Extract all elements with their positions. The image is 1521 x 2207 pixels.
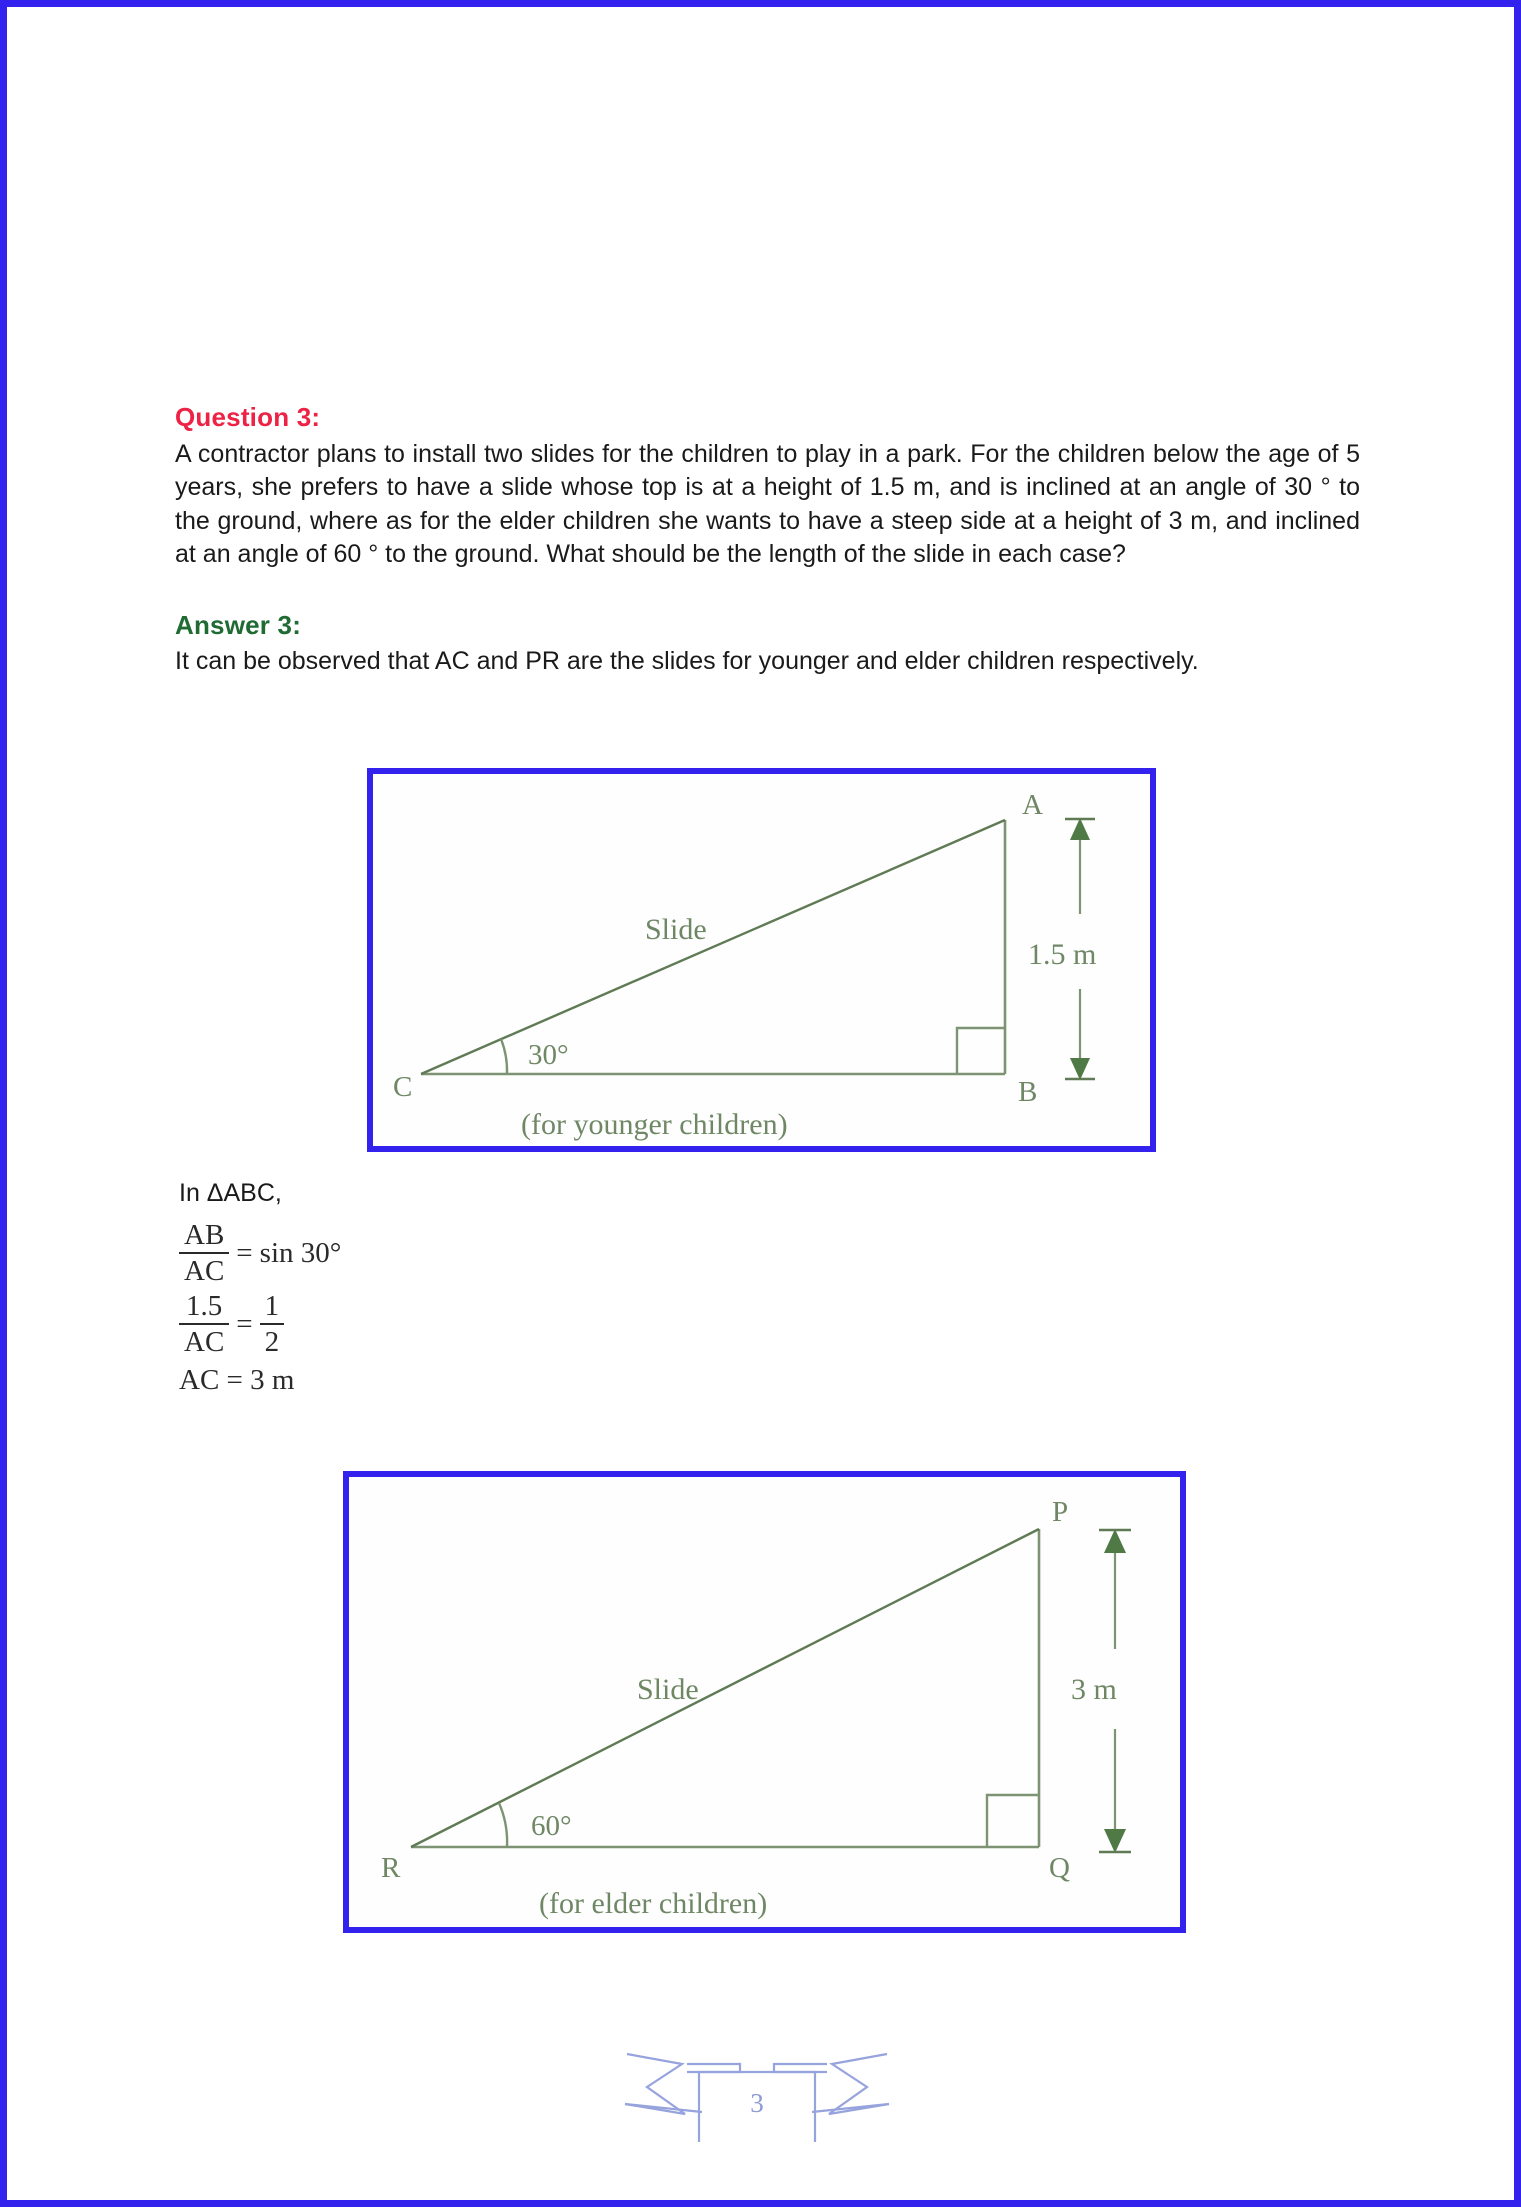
triangle-intro-text: In ΔABC, xyxy=(179,1179,282,1207)
figure-1-angle-arc xyxy=(501,1039,507,1074)
equation-row-2 xyxy=(179,1291,341,1358)
figure-2-angle-label: 60° xyxy=(531,1810,572,1842)
equation-2-fraction-right xyxy=(260,1291,285,1358)
figure-1-dim-arrow-up xyxy=(1070,818,1090,840)
figure-1-height-label: 1.5 m xyxy=(1028,938,1097,971)
question-heading: Question 3: xyxy=(175,402,321,432)
figure-2-vertex-q-label: Q xyxy=(1049,1852,1070,1884)
equation-row-3: AC = 3 m xyxy=(179,1363,295,1396)
equation-1-rhs: sin 30° xyxy=(259,1236,342,1269)
math-derivation-block xyxy=(179,1179,341,1397)
equation-1-operator: = xyxy=(236,1236,253,1269)
equation-2-numerator: 1.5 xyxy=(186,1289,223,1322)
equation-2-fraction-left xyxy=(179,1291,229,1358)
ribbon-left-fold xyxy=(687,2064,740,2072)
figure-2-caption: (for elder children) xyxy=(539,1887,768,1920)
page-inner-surface xyxy=(7,7,1514,2200)
figure-2-vertex-p-label: P xyxy=(1052,1496,1069,1528)
figure-1-caption: (for younger children) xyxy=(521,1108,788,1141)
figure-2-dim-arrow-up xyxy=(1104,1529,1126,1553)
figure-1-vertex-a-label: A xyxy=(1022,789,1043,821)
figure-2-slide-label: Slide xyxy=(637,1673,699,1706)
ribbon-right-fold xyxy=(774,2064,827,2072)
question-text: A contractor plans to install two slides for the children to play in a park. For the children below the age of 5 years, she prefers to have a slide whose top is at a height of 1.5 m, and is inclined at an angle of 30 ° to the ground, where as for the elder children she wants to have a steep side at a height of 3 m, and inclined at an angle of 60 ° to the ground. What should be the length of the slide in each case? xyxy=(175,439,1360,569)
figure-2-vertex-r-label: R xyxy=(381,1852,401,1884)
footer-page-ribbon xyxy=(607,2042,907,2142)
answer-heading: Answer 3: xyxy=(175,609,302,640)
equation-1-numerator: AB xyxy=(184,1219,225,1251)
figure-2-height-label: 3 m xyxy=(1071,1673,1117,1706)
figure-2-right-angle-marker xyxy=(987,1795,1039,1847)
figure-2-angle-arc xyxy=(499,1803,507,1847)
equation-2-rhs-numerator: 1 xyxy=(264,1289,280,1322)
content-column xyxy=(175,402,1360,679)
equation-1-denominator: AC xyxy=(179,1252,229,1286)
ribbon-drawing xyxy=(607,2042,907,2142)
equation-row-1 xyxy=(179,1220,341,1287)
equation-2-operator: = xyxy=(236,1307,253,1340)
figure-1-drawing xyxy=(373,774,1150,1146)
figure-1-right-angle-marker xyxy=(957,1028,1005,1074)
figure-1-dim-arrow-down xyxy=(1070,1058,1090,1080)
figure-2-hypotenuse-line xyxy=(411,1529,1039,1847)
figure-1-slide-label: Slide xyxy=(645,913,707,946)
equation-2-rhs-denominator: 2 xyxy=(260,1323,285,1357)
page-number-label: 3 xyxy=(750,2088,764,2118)
figure-younger-children xyxy=(367,768,1156,1152)
figure-2-drawing xyxy=(349,1477,1180,1927)
equation-1-fraction xyxy=(179,1220,229,1287)
equation-2-denominator: AC xyxy=(179,1323,229,1357)
figure-1-hypotenuse-line xyxy=(421,820,1005,1074)
figure-1-vertex-b-label: B xyxy=(1018,1076,1038,1108)
figure-1-vertex-c-label: C xyxy=(393,1071,413,1103)
section-spacer xyxy=(175,572,1360,610)
figure-elder-children xyxy=(343,1471,1186,1933)
figure-1-angle-label: 30° xyxy=(528,1039,569,1071)
figure-2-dim-arrow-down xyxy=(1104,1829,1126,1853)
answer-text: It can be observed that AC and PR are the slides for younger and elder children respectively. xyxy=(175,647,1199,676)
